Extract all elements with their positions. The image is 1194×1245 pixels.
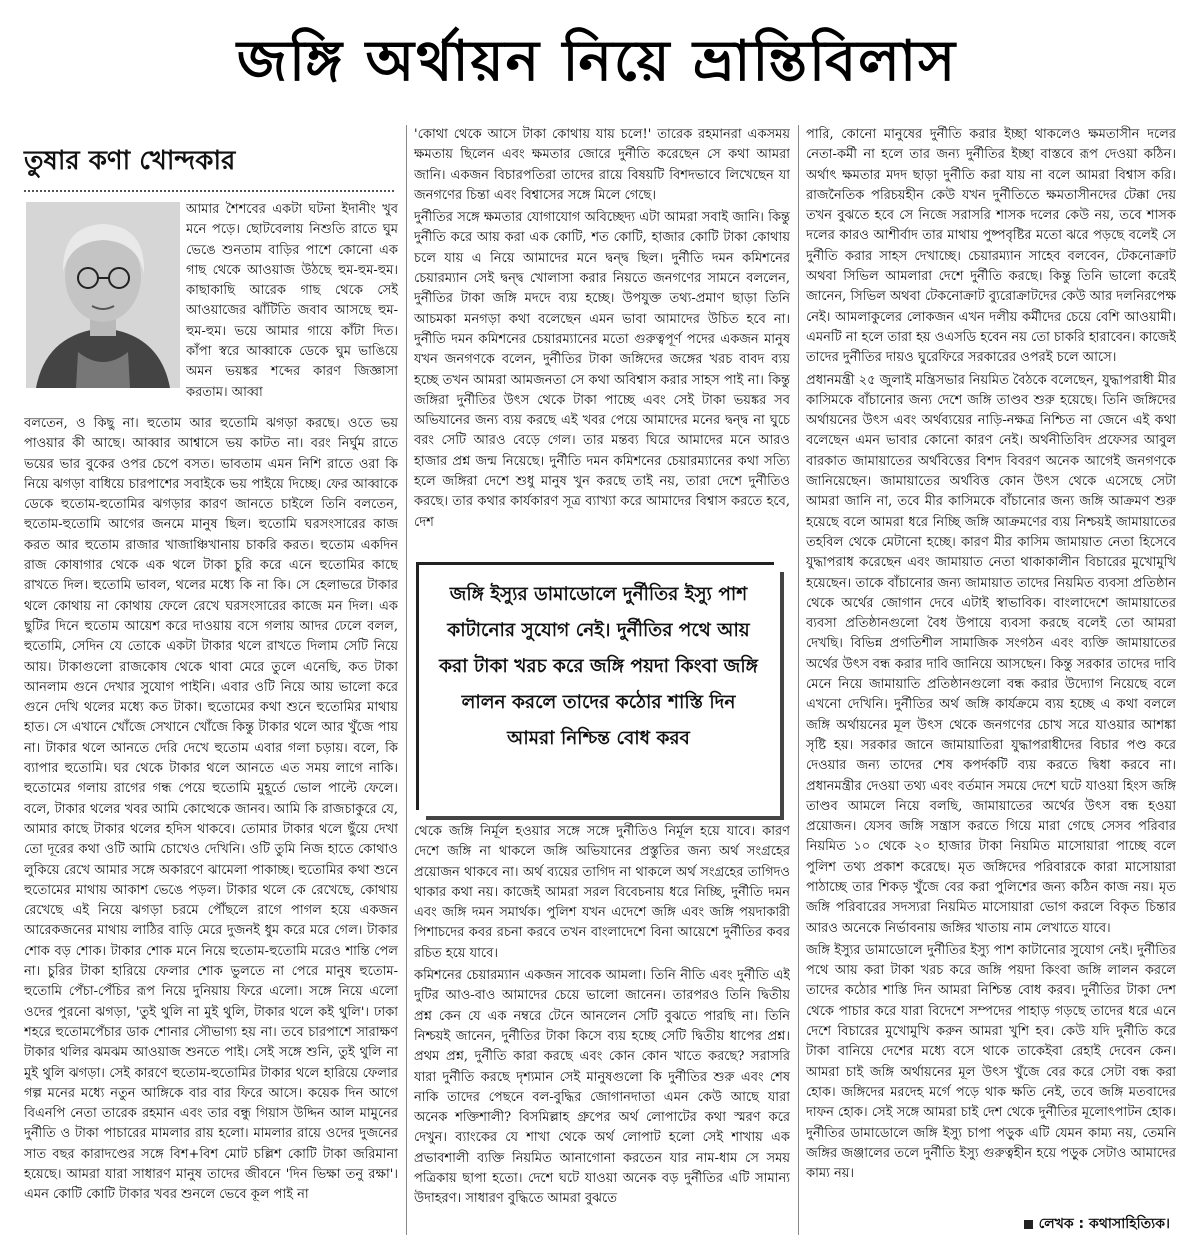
column-one-intro (186, 200, 398, 412)
paragraph: আমার শৈশবের একটা ঘটনা ইদানীং খুব মনে পড়ে। ছোটবেলায় নিশুতি রাতে ঘুম ভেঙে শুনতাম বাড়ির পাশে কোনো এক গাছ থেকে আওয়াজ উঠছে হুম-হুম-হুম। কাছাকাছি আরেক গাছ থেকে সেই আওয়াজের ঝাঁটিতি জবাব আসছে হুম-হুম-হুম। ভয়ে আমার গায়ে কাঁটা দিত। কাঁপা স্বরে আব্বাকে ডেকে ঘুম ভাঙিয়ে অমন ভয়ঙ্কর শব্দের কারণ জিজ্ঞাসা করতাম। আব্বা (186, 202, 398, 400)
paragraph: থেকে জঙ্গি নির্মূল হওয়ার সঙ্গে সঙ্গে দুর্নীতিও নির্মূল হয়ে যাবে। কারণ দেশে জঙ্গি না থাকলে জঙ্গি অভিযানের প্রস্তুতির জন্য অর্থ সংগ্রহের প্রয়োজন থাকবে না। অর্থ ব্যয়ের তাগিদ না থাকলে অর্থ সংগ্রহের তাগিদও থাকার কথা নয়। কাজেই আমরা সরল বিবেচনায় ধরে নিচ্ছি, দুর্নীতি দমন এবং জঙ্গি দমন সমার্থক। পুলিশ যখন এদেশে জঙ্গি এবং জঙ্গি পয়দাকারী পিশাচদের কবর রচনা করবে তখন বাংলাদেশে বিনা আয়েশে দুর্নীতির কবর রচিত হয়ে যাবে। (414, 824, 790, 961)
paragraph: কমিশনের চেয়ারম্যান একজন সাবেক আমলা। তিনি নীতি এবং দুর্নীতি এই দুটির আও-বাও আমাদের চেয়ে ভালো জানেন। তারপরও তিনি দ্বিতীয় প্রশ্ন কেন যে এক নম্বরে টেনে আনলেন সেটি বুঝতে পারছি না। তিনি নিশ্চয়ই জানেন, দুর্নীতির টাকা কিসে ব্যয় হচ্ছে সেটি দ্বিতীয় ধাপের প্রশ্ন। প্রথম প্রশ্ন, দুর্নীতি কারা করছে এবং কোন কোন খাতে করছে? সরাসরি যারা দুর্নীতি করছে দৃশ্যমান সেই মানুষগুলো কি দুর্নীতির শুরু এবং শেষ নাকি তাদের পেছনে বল-বুদ্ধির জোগানদাতা এমন কেউ আছে যারা অনেক শক্তিশালী? বিসমিল্লাহ গ্রুপের অর্থ লোপাটের কথা স্মরণ করে দেখুন। ব্যাংকের যে শাখা থেকে অর্থ লোপাট হলো সেই শাখায় এক প্রভাবশালী ব্যক্তি নিয়মিত আনাগোনা করতেন যার নাম-ধাম সে সময় পত্রিকায় ছাপা হতো। দেশে ঘটে যাওয়া অনেক বড় দুর্নীতির এটি সামান্য উদাহরণ। সাধারণ বুদ্ধিতে আমরা বুঝতে (414, 968, 790, 1207)
column-divider (798, 125, 799, 1235)
paragraph: পারি, কোনো মানুষের দুর্নীতি করার ইচ্ছা থাকলেও ক্ষমতাসীন দলের নেতা-কর্মী না হলে তার জন্য দুর্নীতির ইচ্ছা বাস্তবে রূপ দেওয়া কঠিন। অর্থাৎ ক্ষমতার মদদ ছাড়া দুর্নীতি করা যায় না বলে আমরা বিশ্বাস করি। রাজনৈতিক পরিচয়হীন কেউ যখন দুর্নীতিতে ক্ষমতাসীনদের টেক্কা দেয় তখন বুঝতে হবে সে নিজে সরাসরি শাসক দলের কেউ নয়, তবে শাসক দলের কারও আশীর্বাদ তার মাথায় পুষ্পবৃষ্টির মতো ঝরে পড়ছে বলেই সে দুর্নীতি করার সাহস দেখাচ্ছে। চেয়ারম্যান সাহেব বলবেন, টেকনোক্রাট অথবা সিভিল আমলারা দেশে দুর্নীতি করছে। কিন্তু তিনি ভালো করেই জানেন, সিভিল অথবা টেকনোক্রাট ব্যুরোক্রাটদের কেউ আর দলনিরপেক্ষ নেই। আমলাকুলের লোকজন এখন দলীয় কর্মীদের চেয়ে বেশি আওয়ামী। এমনটি না হলে তারা হয় ওএসডি হবেন নয় তো চাকরি হারাবেন। কাজেই তাদের দুর্নীতির দায়ও ঘুরেফিরে সরকারের ওপরই চলে আসে। (806, 127, 1176, 366)
square-bullet-icon (1024, 1220, 1033, 1229)
paragraph: বলতেন, ও কিছু না। হুতোম আর হুতোমি ঝগড়া করছে। ওতে ভয় পাওয়ার কী আছে। আব্বার আশ্বাসে ভয় কাটত না। বরং নির্ঘুম রাতে ভয়ের ভার বুকের ওপর চেপে বসত। ভাবতাম এমন নিশি রাতে ওরা কি নিয়ে ঝগড়া বাধিয়ে চারপাশের সবাইকে ভয় পাইয়ে দিচ্ছে। ফের আব্বাকে ডেকে হুতোম-হুতোমির ঝগড়ার কারণ জানতে চাইলে তিনি বলতেন, হুতোম-হুতোমি আগের জনমে মানুষ ছিল। হুতোমি ঘরসংসারের কাজ করত আর হুতোম রাজার খাজাঞ্চিখানায় চাকরি করত। হুতোম একদিন রাজ কোষাগার থেকে এক থলে টাকা চুরি করে এনে হুতোমির কাছে রাখতে দিল। হুতোমি ভাবল, থলের মধ্যে কি না কি। সে হেলাভরে টাকার থলে কোথায় না কোথায় ফেলে রেখে ঘরসংসারের কাজে মন দিল। এক ছুটির দিনে হুতোম আয়েশ করে দাওয়ায় বসে গলায় আদর ঢেলে বলল, হুতোমি, সেদিন যে তোকে একটা টাকার থলে রাখতে দিলাম সেটি নিয়ে আয়। টাকাগুলো রাজকোষ থেকে থাবা মেরে তুলে এনেছি, কত টাকা আনলাম গুনে দেখার সুযোগ পাইনি। এবার ওটি নিয়ে আয় ভালো করে গুনে দেখি থলের মধ্যে কত টাকা। হুতোমের কথা শুনে হুতোমির মাথায় হাত। সে এখানে খোঁজে সেখানে খোঁজে কিন্তু টাকার থলে আর খুঁজে পায় না। টাকার থলে আনতে দেরি দেখে হুতোম এবার গলা চড়ায়। বলে, কি ব্যাপার হুতোমি। ঘর থেকে টাকার থলে আনতে এত সময় লাগে নাকি। হুতোমের গলায় রাগের গন্ধ পেয়ে হুতোমি মুহূর্তে ভোল পাল্টে ফেলে। বলে, টাকার থলের খবর আমি কোত্থেকে জানব। আমি কি রাজচাকুরে যে, আমার কাছে টাকার থলের হদিস থাকবে। তোমার টাকার থলে ছুঁয়ে দেখা তো দূরের কথা ওটি আমি চোখেও দেখিনি। ওটি তুমি নিজ হাতে কোথাও লুকিয়ে রেখে আমার সঙ্গে অকারণে ঝামেলা পাকাচ্ছ। হুতোমির কথা শুনে হুতোমের মাথায় আকাশ ভেঙে পড়ল। টাকার থলে কে রেখেছে, কোথায় রেখেছে এই নিয়ে ঝগড়া চরমে পৌঁছলে রাগে পাগল হয়ে একজন আরেকজনের মাথায় লাঠির বাড়ি মেরে দুজনই ধুম করে মরে গেল। টাকার শোক বড় শোক। টাকার শোক মনে নিয়ে হুতোম-হুতোমি মরেও শান্তি পেল না। চুরির টাকা হারিয়ে ফেলার শোক ভুলতে না পেরে মানুষ হুতোম-হুতোমি পেঁচা-পেঁচির রূপ নিয়ে দুনিয়ায় ফিরে এলো। সঙ্গে নিয়ে এলো ওদের পুরনো ঝগড়া, 'তুই থুলি না মুই থুলি, টাকার থলে কই থুলি'। ঢাকা শহরে হুতোমপেঁচার ডাক শোনার সৌভাগ্য হয় না। তবে চারপাশে সারাক্ষণ টাকার থলির ঝমঝম আওয়াজ শুনতে পাই। সেই সঙ্গে শুনি, তুই থুলি না মুই থুলি ঝগড়া। সেই কারণে হুতোম-হুতোমির টাকার থলে হারিয়ে ফেলার গল্প মনের মধ্যে নতুন আঙ্গিকে বার বার ফিরে আসে। কয়েক দিন আগে বিএনপি নেতা তারেক রহমান এবং তার বন্ধু গিয়াস উদ্দিন আল মামুনের দুর্নীতি ও টাকা পাচারের মামলার রায় হলো। মামলার রায়ে ওদের দুজনের সাত বছর কারাদণ্ডের সঙ্গে বিশ+বিশ মোট চল্লিশ কোটি টাকা জরিমানা হয়েছে। আমরা যারা সাধারণ মানুষ তাদের জীবনে 'দিন ভিক্ষা তনু রক্ষা'। এমন কোটি কোটি টাকার খবর শুনলে ভেবে কূল পাই না (24, 416, 398, 1203)
author-signoff (1024, 1212, 1170, 1236)
pull-quote: জঙ্গি ইস্যুর ডামাডোলে দুর্নীতির ইস্যু পাশ কাটানোর সুযোগ নেই। দুর্নীতির পথে আয় করা টাকা খরচ করে জঙ্গি পয়দা কিংবা জঙ্গি লালন করলে তাদের কঠোর শাস্তি দিন আমরা নিশ্চিন্ত বোধ করব (416, 562, 774, 810)
column-one-body (24, 414, 398, 1244)
byline-divider (24, 190, 394, 192)
column-three (806, 125, 1176, 1210)
column-two-bottom (414, 822, 790, 1245)
paragraph: 'কোথা থেকে আসে টাকা কোথায় যায় চলে!' তারেক রহমানরা একসময় ক্ষমতায় ছিলেন এবং ক্ষমতার জোরে দুর্নীতি করেছেন সে কথা আমরা জানি। একজন বিচারপতিরা তাদের রায়ে বিষয়টি বিশদভাবে লিখেছেন যা জনগণের চিন্তা এবং বিশ্বাসের সঙ্গে মিলে গেছে। (414, 127, 790, 203)
author-byline: তুষার কণা খোন্দকার (24, 146, 236, 176)
signoff-label: লেখক : (1038, 1216, 1085, 1232)
paragraph: দুর্নীতির সঙ্গে ক্ষমতার যোগাযোগ অবিচ্ছেদ্য এটা আমরা সবাই জানি। কিন্তু দুর্নীতি করে আয় করা এক কোটি, শত কোটি, হাজার কোটি টাকা কোথায় চলে যায় এ নিয়ে আমাদের মনে দ্বন্দ্ব ছিল। দুর্নীতি দমন কমিশনের চেয়ারম্যান সেই দ্বন্দ্ব খোলাসা করার নিয়তে জনগণের সামনে বললেন, দুর্নীতির টাকা জঙ্গি মদদে ব্যয় হচ্ছে। উপযুক্ত তথ্য-প্রমাণ ছাড়া তিনি আচমকা মনগড়া কথা বলেছেন এমন ভাবা আমাদের উচিত হবে না। দুর্নীতি দমন কমিশনের চেয়ারম্যানের মতো গুরুত্বপূর্ণ পদের একজন মানুষ যখন জনগণকে বলেন, দুর্নীতির টাকা জঙ্গিদের জঙ্গের খরচ বাবদ ব্যয় হচ্ছে তখন আমরা আমজনতা সে কথা অবিশ্বাস করার সাহস পাই না। কিন্তু জঙ্গিরা দুর্নীতির উৎস থেকে টাকা পাচ্ছে এবং সেই টাকা ভয়ঙ্কর সব অভিযানের জন্য ব্যয় করছে এই খবর পেয়ে আমাদের মনের দ্বন্দ্ব না ঘুচে বরং সেটি আরও বেড়ে গেল। তার মন্তব্য ঘিরে আমাদের মনে আরও হাজার প্রশ্ন জন্ম নিয়েছে। দুর্নীতি দমন কমিশনের চেয়ারম্যানের কথা সত্যি হলে জঙ্গিরা দেশে শুধু মানুষ খুন করছে তাই নয়, তারা দেশে দুর্নীতিও করছে। তার কথার কার্যকারণ সূত্র ব্যাখ্যা করে আমাদের বিশ্বাস করতে হবে, দেশ (414, 210, 790, 530)
paragraph: জঙ্গি ইস্যুর ডামাডোলে দুর্নীতির ইস্যু পাশ কাটানোর সুযোগ নেই। দুর্নীতির পথে আয় করা টাকা খরচ করে জঙ্গি পয়দা কিংবা জঙ্গি লালন করলে তাদের কঠোর শাস্তি দিন আমরা নিশ্চিন্ত বোধ করব। দুর্নীতির টাকা দেশ থেকে পাচার করে যারা বিদেশে সম্পদের পাহাড় গড়ছে তাদের ধরে এনে দেশে বিচারের মুখোমুখি করুন আমরা খুশি হব। কেউ যদি দুর্নীতি করে টাকা বানিয়ে দেশের মধ্যে বসে থাকে তাকেইবা রেহাই দেবেন কেন। আমরা চাই জঙ্গি অর্থায়নের মূল উৎস খুঁজে বের করে সেটা বন্ধ করা হোক। জঙ্গিদের মরদেহ মর্গে পড়ে থাক ক্ষতি নেই, তবে জঙ্গি মতবাদের দাফন হোক। সেই সঙ্গে আমরা চাই দেশ থেকে দুর্নীতির মূলোৎপাটন হোক। দুর্নীতির ডামাডোলে জঙ্গি ইস্যু চাপা পড়ুক এটি যেমন কাম্য নয়, তেমনি জঙ্গির জঞ্জালের তলে দুর্নীতি ইস্যু গুরুত্বহীন হয়ে পড়ুক সেটাও আমাদের কাম্য নয়। (806, 942, 1176, 1182)
paragraph: প্রধানমন্ত্রী ২৫ জুলাই মন্ত্রিসভার নিয়মিত বৈঠকে বলেছেন, যুদ্ধাপরাধী মীর কাসিমকে বাঁচানোর জন্য দেশে জঙ্গি তাণ্ডব শুরু হয়েছে। তিনি জঙ্গিদের অর্থায়নের উৎস এবং অর্থব্যয়ের নাড়ি-নক্ষত্র নিশ্চিত না জেনে এই কথা বলেছেন এমন ভাবার কোনো কারণ নেই। অর্থনীতিবিদ প্রফেসর আবুল বারকাত জামায়াতের অর্থবিত্তের বিশদ বিবরণ অনেক আগেই জনগণকে জানিয়েছেন। জামায়াতের অর্থবিত্ত কোন উৎস থেকে এসেছে সেটা আমরা জানি না, তবে মীর কাসিমকে বাঁচানোর জন্য জঙ্গি আক্রমণ শুরু হয়েছে বলে আমরা ধরে নিচ্ছি জঙ্গি আক্রমণের ব্যয় নিশ্চয়ই জামায়াতের তহবিল থেকে মেটানো হচ্ছে। কারণ মীর কাসিম জামায়াত নেতা হিসেবে যুদ্ধাপরাধ করেছেন এবং জামায়াত নেতা থাকাকালীন বিচারের মুখোমুখি হয়েছেন। তাকে বাঁচানোর জন্য জামায়াত তাদের নিয়মিত ব্যবসা প্রতিষ্ঠান থেকে অর্থের জোগান দেবে এটাই স্বাভাবিক। বাংলাদেশে জামায়াতের ব্যবসা প্রতিষ্ঠানগুলো বৈধ উপায়ে ব্যবসা করছে বলেই তো আমরা দেখছি। বিভিন্ন প্রগতিশীল সামাজিক সংগঠন এবং ব্যক্তি জামায়াতের অর্থের উৎস বন্ধ করার দাবি জানিয়ে আসছেন। কিন্তু সরকার তাদের দাবি মেনে নিয়ে জামায়াতি প্রতিষ্ঠানগুলো বন্ধ করার উদ্যোগ নিয়েছে বলে এখনো দেখিনি। দুর্নীতির অর্থ জঙ্গি কার্যক্রমে ব্যয় হচ্ছে এ কথা বললে জঙ্গি অর্থায়নের মূল উৎস থেকে জনগণের চোখ সরে যাওয়ার আশঙ্কা সৃষ্টি হয়। সরকার জানে জামায়াতিরা যুদ্ধাপরাধীদের বিচার পণ্ড করে দেওয়ার জন্য তাদের শেষ কপর্দকটি ব্যয় করতে দ্বিধা করবে না। প্রধানমন্ত্রীর দেওয়া তথ্য এবং বর্তমান সময়ে দেশে ঘটে যাওয়া হিংস জঙ্গি তাণ্ডব আমলে নিয়ে বলছি, জামায়াতের অর্থের উৎস বন্ধ হওয়া প্রয়োজন। যেসব জঙ্গি সন্ত্রাস করতে গিয়ে মারা গেছে সেসব পরিবার নিয়মিত ১০ থেকে ২০ হাজার টাকা নিয়মিত মাসোয়ারা পাচ্ছে বলে পুলিশ তথ্য প্রকাশ করেছে। মৃত জঙ্গিদের পরিবারকে কারা মাসোয়ারা পাঠাচ্ছে তার শিকড় খুঁজে বের করা পুলিশের জন্য কঠিন কাজ নয়। মৃত জঙ্গি পরিবারের সদস্যরা নিয়মিত মাসোয়ারা ভোগ করলে বিকৃত চিন্তার আরও অনেকে নির্ভাবনায় জঙ্গির খাতায় নাম লেখাতে যাবে। (806, 372, 1176, 936)
signoff-role: কথাসাহিত্যিক। (1089, 1216, 1170, 1232)
author-photo (26, 202, 180, 388)
column-divider (406, 125, 407, 1235)
column-two-top (414, 125, 790, 557)
article-headline: জঙ্গি অর্থায়ন নিয়ে ভ্রান্তিবিলাস (236, 29, 958, 94)
